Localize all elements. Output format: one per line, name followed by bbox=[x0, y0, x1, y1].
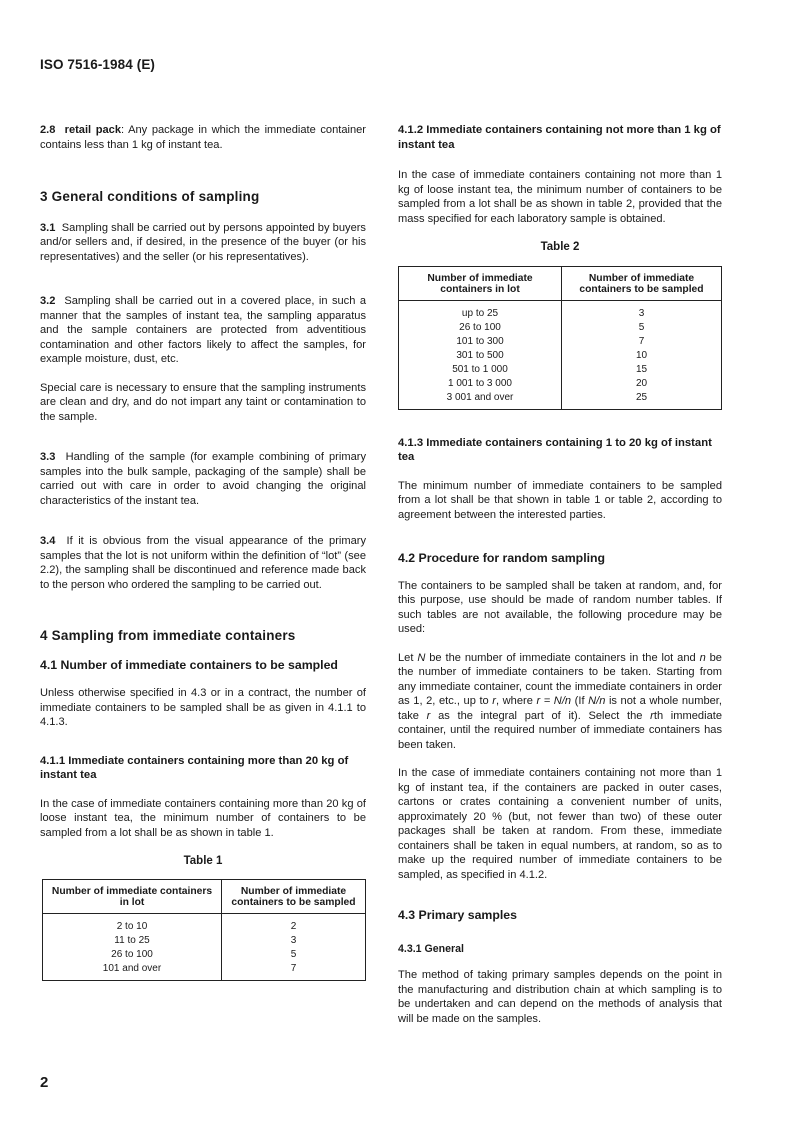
table-row: 1 001 to 3 000 20 bbox=[399, 377, 722, 391]
clause-4-1-text: Unless otherwise specified in 4.3 or in a contract, the number of immediate containers to be sampled shall be as given in 4.1.1 to 4.1.3. bbox=[40, 687, 366, 728]
document-header: ISO 7516-1984 (E) bbox=[40, 57, 156, 72]
clause-4-3-heading: 4.3 Primary samples bbox=[398, 908, 517, 922]
table-row: 3 001 and over 25 bbox=[399, 391, 722, 410]
section-4-heading: 4 Sampling from immediate containers bbox=[40, 628, 296, 643]
clause-3-2: 3.2 Sampling shall be carried out in a covered place, in such a manner that the samples of instant tea, the sampling apparatus and the sample containers are protected from adventitious contamination and other factors likely to affect the samples, for example moisture, dust, etc. bbox=[40, 295, 366, 365]
clause-3-2-paragraph-2: Special care is necessary to ensure that the sampling instruments are clean and dry, and do not impart any taint or contamination to the sample. bbox=[40, 381, 366, 423]
table-2-caption: Table 2 bbox=[540, 241, 580, 253]
table-row: 26 to 100 5 bbox=[43, 948, 366, 962]
table-row: 11 to 25 3 bbox=[43, 934, 366, 948]
table-row: 301 to 500 10 bbox=[399, 349, 722, 363]
table-2-header-lot: Number of immediate containers in lot bbox=[399, 266, 562, 300]
table-2 bbox=[398, 266, 722, 410]
table-1-caption: Table 1 bbox=[183, 855, 223, 867]
clause-4-2-text-2: Let N be the number of immediate containers in the lot and n be the number of immediate containers to be taken. Starting from any immediate container, count the immediate containers in order as 1, 2, etc., up to r, where r = N/n (If N/n is not a whole number, take r as the integral part of it). Select the rth immediate container, until the required number of immediate containers has been taken. bbox=[398, 651, 722, 751]
clause-4-1-1-heading: 4.1.1 Immediate containers containing more than 20 kg of instant tea bbox=[40, 754, 349, 781]
clause-4-3-1-heading: 4.3.1 General bbox=[398, 942, 464, 955]
right-column bbox=[398, 123, 722, 1026]
clause-4-3-1-text: The method of taking primary samples depends on the point in the manufacturing and distribution chain at which sampling is to be undertaken and can depend on the methods of analysis that will be made on the samples. bbox=[398, 969, 722, 1025]
clause-2-8: 2.8 retail pack: Any package in which the immediate container contains less than 1 kg of instant tea. bbox=[40, 124, 366, 151]
clause-4-1-3-text: The minimum number of immediate containers to be sampled from a lot shall be that shown in table 1 or table 2, according to agreement between the interested parties. bbox=[398, 479, 722, 521]
clause-3-4: 3.4 If it is obvious from the visual appearance of the primary samples that the lot is not uniform within the definition of “lot” (see 2.2), the sampling shall be discontinued and reference made back to the person who ordered the sampling to be carried out. bbox=[40, 535, 367, 591]
clause-4-1-1-text: In the case of immediate containers containing more than 20 kg of loose instant tea, the minimum number of containers to be sampled from a lot shall be as shown in table 1. bbox=[40, 797, 366, 839]
table-row: 101 and over 7 bbox=[43, 962, 366, 981]
clause-4-1-2-text: In the case of immediate containers containing not more than 1 kg of loose instant tea, the minimum number of containers to be sampled from a lot shall be as shown in table 2, provided that the mass specified for each laboratory sample is obtained. bbox=[398, 169, 722, 225]
table-row: 2 to 10 2 bbox=[43, 913, 366, 934]
table-1 bbox=[42, 879, 366, 981]
table-row: 101 to 300 7 bbox=[399, 335, 722, 349]
clause-4-2-text-3: In the case of immediate containers containing not more than 1 kg of instant tea, if the containers are packed in outer cases, cartons or crates containing a convenient number of units, approximately 20 % (but, not fewer than two) of these outer packages shall be taken at random. From these, immediate containers shall be taken in equal numbers, at random, so as to make up the required number of immediate containers to be sampled, as specified in 4.1.2. bbox=[398, 767, 722, 881]
section-3-heading: 3 General conditions of sampling bbox=[40, 189, 260, 204]
table-1-header-lot: Number of immediate containers in lot bbox=[43, 879, 222, 913]
clause-4-1-2-heading: 4.1.2 Immediate containers containing not more than 1 kg of instant tea bbox=[398, 124, 721, 151]
clause-3-1: 3.1 Sampling shall be carried out by persons appointed by buyers and/or sellers and, if desired, in the presence of the buyer (or his representatives) and the seller (or his representatives). bbox=[40, 221, 366, 263]
table-row: up to 25 3 bbox=[399, 300, 722, 321]
table-2-header-sampled: Number of immediate containers to be sampled bbox=[562, 266, 722, 300]
left-column bbox=[40, 123, 366, 981]
clause-4-2-text-1: The containers to be sampled shall be taken at random, and, for this purpose, use should be made of random number tables. If such tables are not available, the following procedure may be used: bbox=[398, 579, 722, 635]
table-1-header-sampled: Number of immediate containers to be sampled bbox=[222, 879, 366, 913]
clause-4-1-heading: 4.1 Number of immediate containers to be sampled bbox=[40, 657, 338, 672]
clause-4-1-3-heading: 4.1.3 Immediate containers containing 1 to 20 kg of instant tea bbox=[398, 436, 712, 463]
page-number: 2 bbox=[40, 1074, 49, 1091]
clause-4-2-heading: 4.2 Procedure for random sampling bbox=[398, 551, 606, 565]
table-row: 501 to 1 000 15 bbox=[399, 363, 722, 377]
table-row: 26 to 100 5 bbox=[399, 321, 722, 335]
clause-3-3: 3.3 Handling of the sample (for example combining of primary samples into the bulk sample, packaging of the sample) shall be carried out with care in order to avoid changing the original characteristics of the instant tea. bbox=[40, 451, 366, 507]
